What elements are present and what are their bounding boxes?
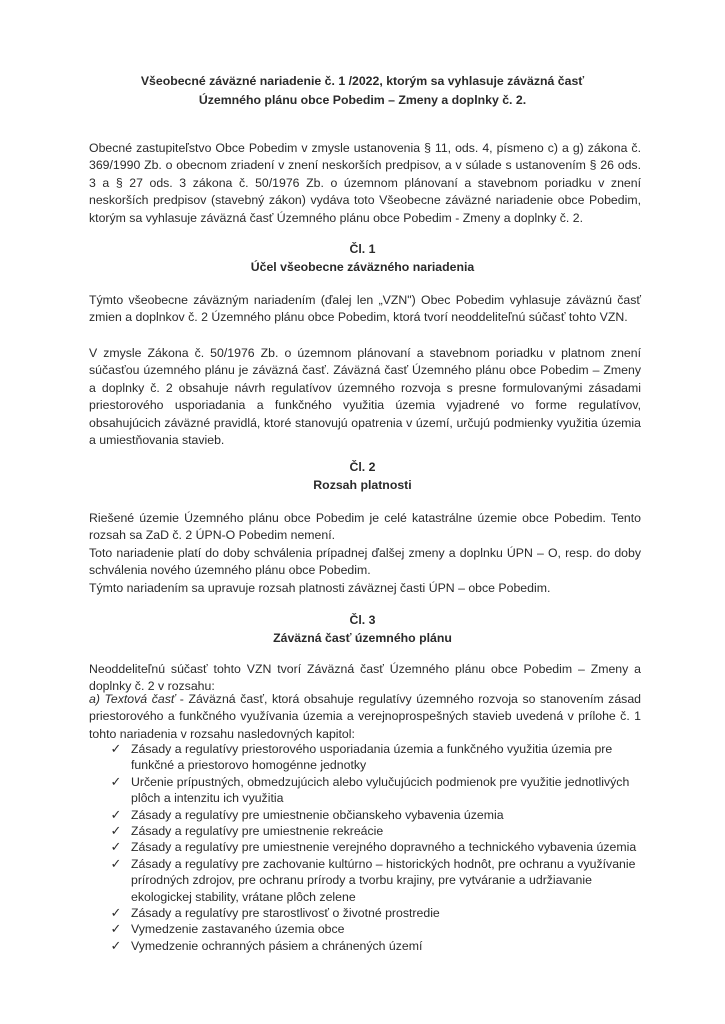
check-mark-icon: ✓ <box>110 905 122 921</box>
check-mark-icon: ✓ <box>110 773 122 789</box>
chapter-list <box>108 741 646 954</box>
article-1-number: Čl. 1 <box>349 242 376 256</box>
check-mark-icon: ✓ <box>110 839 122 855</box>
textova-cast-label: a) Textová časť <box>89 692 176 706</box>
list-item-text: Určenie prípustných, obmedzujúcich alebo vylučujúcich podmienok pre využitie jednotlivých plôch a intenzitu ich využitia <box>131 774 630 806</box>
intro-paragraph: Obecné zastupiteľstvo Obce Pobedim v zmysle ustanovenia § 11, ods. 4, písmeno c) a g) zákona č. 369/1990 Zb. o obecnom zriadení v znení neskorších predpisov, a v súlade s ustanovením § 26 ods. 3 a § 27 ods. 3 zákona č. 50/1976 Zb. o územnom plánovaní a stavebnom poriadku v znení neskorších predpisov (stavebný zákon) vydáva toto Všeobecne záväzné nariadenie obce Pobedim, ktorým sa vyhlasuje záväzná časť Územného plánu obce Pobedim - Zmeny a doplnky č. 2. <box>89 141 641 225</box>
article-2-heading: Rozsah platnosti <box>313 478 412 492</box>
check-mark-icon: ✓ <box>110 937 122 953</box>
article-3-header <box>60 611 665 647</box>
article-1-paragraph-2: V zmysle Zákona č. 50/1976 Zb. o územnom plánovaní a stavebnom poriadku v platnom znení súčasťou územného plánu je záväzná časť. Záväzná časť Územného plánu obce Pobedim – Zmeny a doplnky č. 2 obsahuje návrh regulatívov územného rozvoja s presne formulovanými zásadami priestorového usporiadania a funkčného využitia územia vyjadrené vo forme regulatívov, obsahujúcich záväzné pravidlá, ktoré stanovujú opatrenia v území, určujú podmienky využitia územia a umiestňovania stavieb. <box>89 346 641 448</box>
title-line-1: Všeobecné záväzné nariadenie č. 1 /2022, ktorým sa vyhlasuje záväzná časť <box>140 74 585 88</box>
article-1-paragraph-1: Týmto všeobecne záväzným nariadením (ďalej len „VZN") Obec Pobedim vyhlasuje záväznú časť zmien a doplnkov č. 2 Územného plánu obce Pobedim, ktorá tvorí neoddeliteľnú súčasť tohto VZN. <box>89 293 641 325</box>
article-1-header <box>60 240 665 276</box>
list-item-text: Vymedzenie ochranných pásiem a chránených území <box>131 938 423 953</box>
list-item <box>108 905 646 921</box>
list-item-text: Zásady a regulatívy pre umiestnenie občianskeho vybavenia územia <box>131 807 504 822</box>
textova-cast-text: - Záväzná časť, ktorá obsahuje regulatívy územného rozvoja so stanovením zásad priestorového a funkčného využívania územia a verejnoprospešných stavieb uvedená v prílohe č. 1 tohto nariadenia v rozsahu nasledovných kapitol: <box>89 692 641 741</box>
article-2-paragraph-1: Riešené územie Územného plánu obce Pobedim je celé katastrálne územie obce Pobedim. Tento rozsah sa ZaD č. 2 ÚPN-O Pobedim nemení. <box>89 511 641 543</box>
title-line-2: Územného plánu obce Pobedim – Zmeny a doplnky č. 2. <box>198 93 527 107</box>
list-item <box>108 807 646 823</box>
list-item-text: Vymedzenie zastavaného územia obce <box>131 922 345 937</box>
list-item <box>108 938 646 954</box>
check-mark-icon: ✓ <box>110 921 122 937</box>
check-mark-icon: ✓ <box>110 855 122 871</box>
article-1-heading: Účel všeobecne záväzného nariadenia <box>250 260 475 274</box>
list-item-text: Zásady a regulatívy pre starostlivosť o životné prostredie <box>131 906 440 921</box>
list-item-text: Zásady a regulatívy pre umiestnenie rekreácie <box>131 824 384 839</box>
article-3-heading: Záväzná časť územného plánu <box>273 631 452 645</box>
article-3-paragraph-1: Neoddeliteľnú súčasť tohto VZN tvorí Záväzná časť Územného plánu obce Pobedim – Zmeny a doplnky č. 2 v rozsahu: <box>89 662 641 694</box>
check-mark-icon: ✓ <box>110 806 122 822</box>
document-title <box>60 72 665 110</box>
check-mark-icon: ✓ <box>110 741 122 756</box>
list-item-text: Zásady a regulatívy pre umiestnenie verejného dopravného a technického vybavenia územia <box>131 840 637 855</box>
list-item-text: Zásady a regulatívy priestorového usporiadania územia a funkčného využitia územia pre funkčné a priestorovo homogénne jednotky <box>131 742 613 773</box>
list-item <box>108 823 646 839</box>
list-item <box>108 774 646 807</box>
check-mark-icon: ✓ <box>110 823 122 839</box>
article-3-number: Čl. 3 <box>349 613 376 627</box>
list-item-text: Zásady a regulatívy pre zachovanie kultúrno – historických hodnôt, pre ochranu a využívanie prírodných zdrojov, pre ochranu prírody a tvorbu krajiny, pre vytváranie a udržiavanie ekologickej stability, vrátane plôch zelene <box>131 856 636 904</box>
list-item <box>108 839 646 855</box>
article-2-header <box>60 458 665 494</box>
article-2-paragraph-3: Týmto nariadením sa upravuje rozsah platnosti záväznej časti ÚPN – obce Pobedim. <box>89 581 551 595</box>
article-2-paragraph-2: Toto nariadenie platí do doby schválenia prípadnej ďalšej zmeny a doplnku ÚPN – O, resp. do doby schválenia nového územného plánu obce Pobedim. <box>89 546 641 578</box>
article-2-number: Čl. 2 <box>349 460 376 474</box>
list-item <box>108 741 646 774</box>
article-3-paragraph-2 <box>89 691 641 743</box>
list-item <box>108 856 646 905</box>
list-item <box>108 921 646 937</box>
